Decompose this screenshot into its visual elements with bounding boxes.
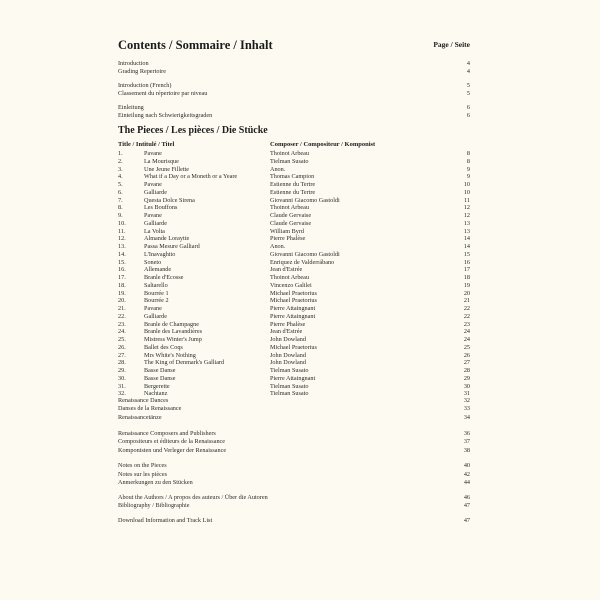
piece-number: 9.: [118, 212, 123, 219]
toc-entry-label: Komponisten und Verleger der Renaissance: [118, 447, 227, 454]
toc-entry: [118, 430, 470, 438]
piece-composer: Claude Gervaise: [270, 219, 312, 227]
piece-page: 29: [463, 374, 470, 382]
piece-composer: Estienne du Tertre: [270, 181, 316, 188]
toc-entry-page: 36: [463, 430, 470, 437]
toc-entry: [118, 494, 470, 502]
toc-entry-label: Introduction (French): [118, 82, 172, 89]
piece-number: 23.: [118, 320, 126, 328]
piece-title: Bourrée 1: [144, 289, 169, 297]
piece-number: 11.: [118, 227, 126, 235]
piece-title: Nachtanz: [144, 390, 168, 398]
piece-title: Branle d'Ecosse: [144, 274, 184, 281]
toc-entry-page: 38: [463, 447, 470, 454]
piece-composer: Michael Praetorius: [270, 297, 317, 305]
piece-page: 24: [463, 328, 470, 336]
piece-composer: Tielman Susato: [270, 157, 309, 165]
piece-number: 24.: [118, 328, 126, 336]
piece-title: Branle des Lavandières: [144, 328, 203, 336]
toc-entry: [118, 502, 470, 510]
piece-composer: Anon.: [270, 243, 286, 250]
piece-composer: Estienne du Tertre: [270, 188, 316, 196]
piece-page: 21: [463, 297, 470, 305]
piece-page: 15: [463, 250, 470, 258]
toc-entry-label: Einteilung nach Schwierigkeitsgraden: [118, 112, 213, 119]
toc-entry-label: Classement du répertoire par niveau: [118, 90, 208, 97]
pieces-heading: The Pieces / Les pièces / Die Stücke: [118, 125, 268, 136]
piece-number: 26.: [118, 343, 126, 351]
toc-entry-page: 47: [463, 502, 470, 509]
piece-page: 27: [463, 359, 470, 367]
toc-entry: [118, 68, 470, 76]
piece-title: Basse Danse: [144, 374, 176, 382]
piece-composer: Jean d'Estrée: [270, 328, 303, 336]
piece-number: 6.: [118, 188, 123, 196]
piece-title: What if a Day or a Moneth or a Yeare: [144, 173, 238, 181]
toc-entry: [118, 414, 470, 422]
piece-page: 13: [463, 219, 470, 227]
toc-entry: [118, 82, 470, 90]
piece-title: Galliarde: [144, 188, 168, 196]
piece-number: 17.: [118, 274, 126, 281]
toc-entry-label: Grading Repertoire: [118, 68, 166, 75]
piece-number: 3.: [118, 165, 123, 173]
piece-page: 14: [463, 243, 470, 250]
composer-column-header: Composer / Compositeur / Komponist: [270, 141, 376, 148]
page-column-header: Page / Seite: [433, 40, 470, 49]
toc-entry-page: 42: [463, 471, 470, 478]
piece-title: Les Bouffons: [144, 204, 178, 212]
piece-title: Pavane: [144, 181, 162, 188]
piece-number: 2.: [118, 157, 123, 165]
toc-entry-page: 6: [466, 112, 470, 119]
piece-page: 8: [466, 150, 470, 157]
toc-entry-label: About the Authors / A propos des auteurs / Über die Autoren: [118, 494, 268, 501]
toc-entry: [118, 517, 470, 525]
piece-title: Questa Dolce Sirena: [144, 196, 195, 204]
toc-entry-page: 44: [463, 479, 470, 486]
toc-entry-label: Einleitung: [118, 104, 144, 111]
piece-number: 29.: [118, 367, 126, 374]
piece-page: 10: [463, 188, 470, 196]
piece-title: Mistress Winter's Jump: [144, 336, 202, 343]
piece-page: 30: [463, 382, 470, 390]
piece-number: 19.: [118, 289, 126, 297]
toc-entry-label: Introduction: [118, 60, 149, 67]
piece-page: 13: [463, 227, 470, 235]
piece-composer: Thomas Campion: [270, 173, 315, 181]
piece-page: 9: [466, 165, 470, 173]
toc-entry-label: Renaissancetänze: [118, 414, 162, 421]
piece-composer: John Dowland: [270, 336, 306, 343]
piece-page: 18: [463, 274, 470, 281]
toc-entry-page: 4: [466, 68, 470, 75]
piece-number: 8.: [118, 204, 123, 212]
piece-title: Bourrée 2: [144, 297, 169, 305]
piece-number: 22.: [118, 312, 126, 320]
piece-composer: Thoinot Arbeau: [270, 204, 310, 212]
piece-title: The King of Denmark's Galliard: [144, 359, 225, 367]
piece-page: 10: [463, 181, 470, 188]
piece-number: 14.: [118, 250, 126, 258]
piece-title: Pavane: [144, 305, 162, 312]
piece-page: 12: [463, 204, 470, 212]
piece-number: 1.: [118, 150, 123, 157]
piece-number: 18.: [118, 281, 126, 289]
piece-composer: Michael Praetorius: [270, 289, 317, 297]
toc-entry: [118, 90, 470, 98]
piece-composer: Tielman Susato: [270, 390, 309, 398]
toc-entry: [118, 405, 470, 413]
toc-entry: [118, 104, 470, 112]
piece-composer: Jean d'Estrée: [270, 266, 303, 274]
piece-title: La Mourisque: [144, 157, 179, 165]
piece-composer: Enriquez de Valderrábano: [270, 258, 335, 266]
piece-page: 16: [463, 258, 470, 266]
piece-number: 15.: [118, 258, 126, 266]
piece-number: 10.: [118, 219, 126, 227]
piece-number: 13.: [118, 243, 126, 250]
piece-number: 16.: [118, 266, 126, 274]
piece-title: Ballet des Coqs: [144, 343, 183, 351]
toc-entry: [118, 462, 470, 470]
piece-composer: William Byrd: [270, 227, 304, 235]
piece-number: 20.: [118, 297, 126, 305]
piece-title: Galliarde: [144, 312, 168, 320]
piece-composer: Pierre Attaingnant: [270, 312, 316, 320]
toc-entry-label: Notes sur les pièces: [118, 471, 167, 478]
toc-entry-label: Bibliography / Bibliographie: [118, 502, 190, 509]
piece-number: 32.: [118, 390, 126, 398]
piece-page: 22: [463, 312, 470, 320]
piece-number: 30.: [118, 374, 126, 382]
toc-entry-page: 34: [463, 414, 470, 421]
toc-entry-label: Renaissance Dances: [118, 397, 169, 404]
piece-page: 20: [463, 289, 470, 297]
piece-page: 23: [463, 320, 470, 328]
piece-page: 26: [463, 351, 470, 359]
toc-entry: [118, 447, 470, 455]
toc-entry-label: Danses de la Renaissance: [118, 405, 182, 412]
toc-entry: [118, 112, 470, 120]
piece-title: Allemande: [144, 266, 172, 274]
toc-entry-label: Download Information and Track List: [118, 517, 213, 524]
toc-entry-label: Compositeurs et éditeurs de la Renaissance: [118, 438, 226, 445]
piece-composer: Pierre Attaingnant: [270, 305, 316, 312]
piece-composer: Vincenzo Galilei: [270, 281, 312, 289]
piece-page: 12: [463, 212, 470, 219]
piece-page: 9: [466, 173, 470, 181]
piece-composer: Anon.: [270, 165, 286, 173]
toc-entry-page: 6: [466, 104, 470, 111]
piece-title: Soneto: [144, 258, 162, 266]
piece-composer: Thoinot Arbeau: [270, 274, 310, 281]
piece-page: 28: [463, 367, 470, 374]
toc-entry-page: 33: [463, 405, 470, 412]
piece-number: 12.: [118, 235, 126, 243]
piece-number: 21.: [118, 305, 126, 312]
piece-composer: John Dowland: [270, 359, 306, 367]
piece-title: Pavane: [144, 212, 162, 219]
toc-entry-page: 5: [466, 82, 470, 89]
toc-entry-page: 46: [463, 494, 470, 501]
piece-page: 14: [463, 235, 470, 243]
piece-number: 25.: [118, 336, 126, 343]
piece-page: 19: [463, 281, 470, 289]
page-title: Contents / Sommaire / Inhalt: [118, 38, 273, 52]
piece-page: 31: [463, 390, 470, 398]
toc-entry-page: 40: [463, 462, 470, 469]
piece-number: 5.: [118, 181, 123, 188]
title-column-header: Title / Intitulé / Titel: [118, 141, 175, 148]
piece-number: 27.: [118, 351, 126, 359]
piece-title: Mrs White's Nothing: [144, 351, 196, 359]
piece-composer: Pierre Attaingnant: [270, 374, 316, 382]
piece-number: 31.: [118, 382, 126, 390]
piece-composer: Claude Gervaise: [270, 212, 312, 219]
piece-number: 4.: [118, 173, 123, 181]
piece-title: Une Jeune Fillette: [144, 165, 190, 173]
toc-entry: [118, 60, 470, 68]
piece-composer: Tielman Susato: [270, 367, 309, 374]
toc-entry-page: 5: [466, 90, 470, 97]
piece-page: 8: [466, 157, 470, 165]
piece-composer: Tielman Susato: [270, 382, 309, 390]
piece-title: La Volta: [144, 227, 165, 235]
toc-entry-label: Renaissance Composers and Publishers: [118, 430, 216, 437]
piece-title: Pavane: [144, 150, 162, 157]
piece-page: 17: [463, 266, 470, 274]
toc-entry-page: 47: [463, 517, 470, 524]
toc-entry-label: Notes on the Pieces: [118, 462, 167, 469]
piece-title: Almande Loraytte: [144, 235, 190, 243]
piece-number: 28.: [118, 359, 126, 367]
piece-composer: Thoinot Arbeau: [270, 150, 310, 157]
piece-composer: John Dowland: [270, 351, 306, 359]
piece-composer: Michael Praetorius: [270, 343, 317, 351]
toc-entry-page: 4: [466, 60, 470, 67]
toc-entry: [118, 479, 470, 487]
toc-entry: [118, 397, 470, 405]
toc-entry-page: 37: [463, 438, 470, 445]
piece-page: 25: [463, 343, 470, 351]
toc-entry: [118, 438, 470, 446]
piece-title: L'Inavaghito: [144, 250, 176, 258]
piece-composer: Pierre Phalèse: [270, 235, 306, 243]
piece-title: Galliarde: [144, 219, 168, 227]
piece-composer: Giovanni Giacomo Gastoldi: [270, 196, 340, 204]
piece-page: 24: [463, 336, 470, 343]
piece-title: Bergerette: [144, 382, 170, 390]
piece-page: 11: [464, 196, 470, 204]
piece-title: Saltarello: [144, 281, 168, 289]
piece-composer: Pierre Phalèse: [270, 320, 306, 328]
piece-composer: Giovanni Giacomo Gastoldi: [270, 250, 340, 258]
piece-title: Passa Mesure Galliard: [144, 243, 200, 250]
toc-entry-label: Anmerkungen zu den Stücken: [118, 479, 193, 486]
toc-entry-page: 32: [463, 397, 470, 404]
piece-title: Branle de Champagne: [144, 320, 199, 328]
piece-title: Basse Danse: [144, 367, 176, 374]
piece-page: 22: [463, 305, 470, 312]
toc-entry: [118, 471, 470, 479]
piece-number: 7.: [118, 196, 123, 204]
